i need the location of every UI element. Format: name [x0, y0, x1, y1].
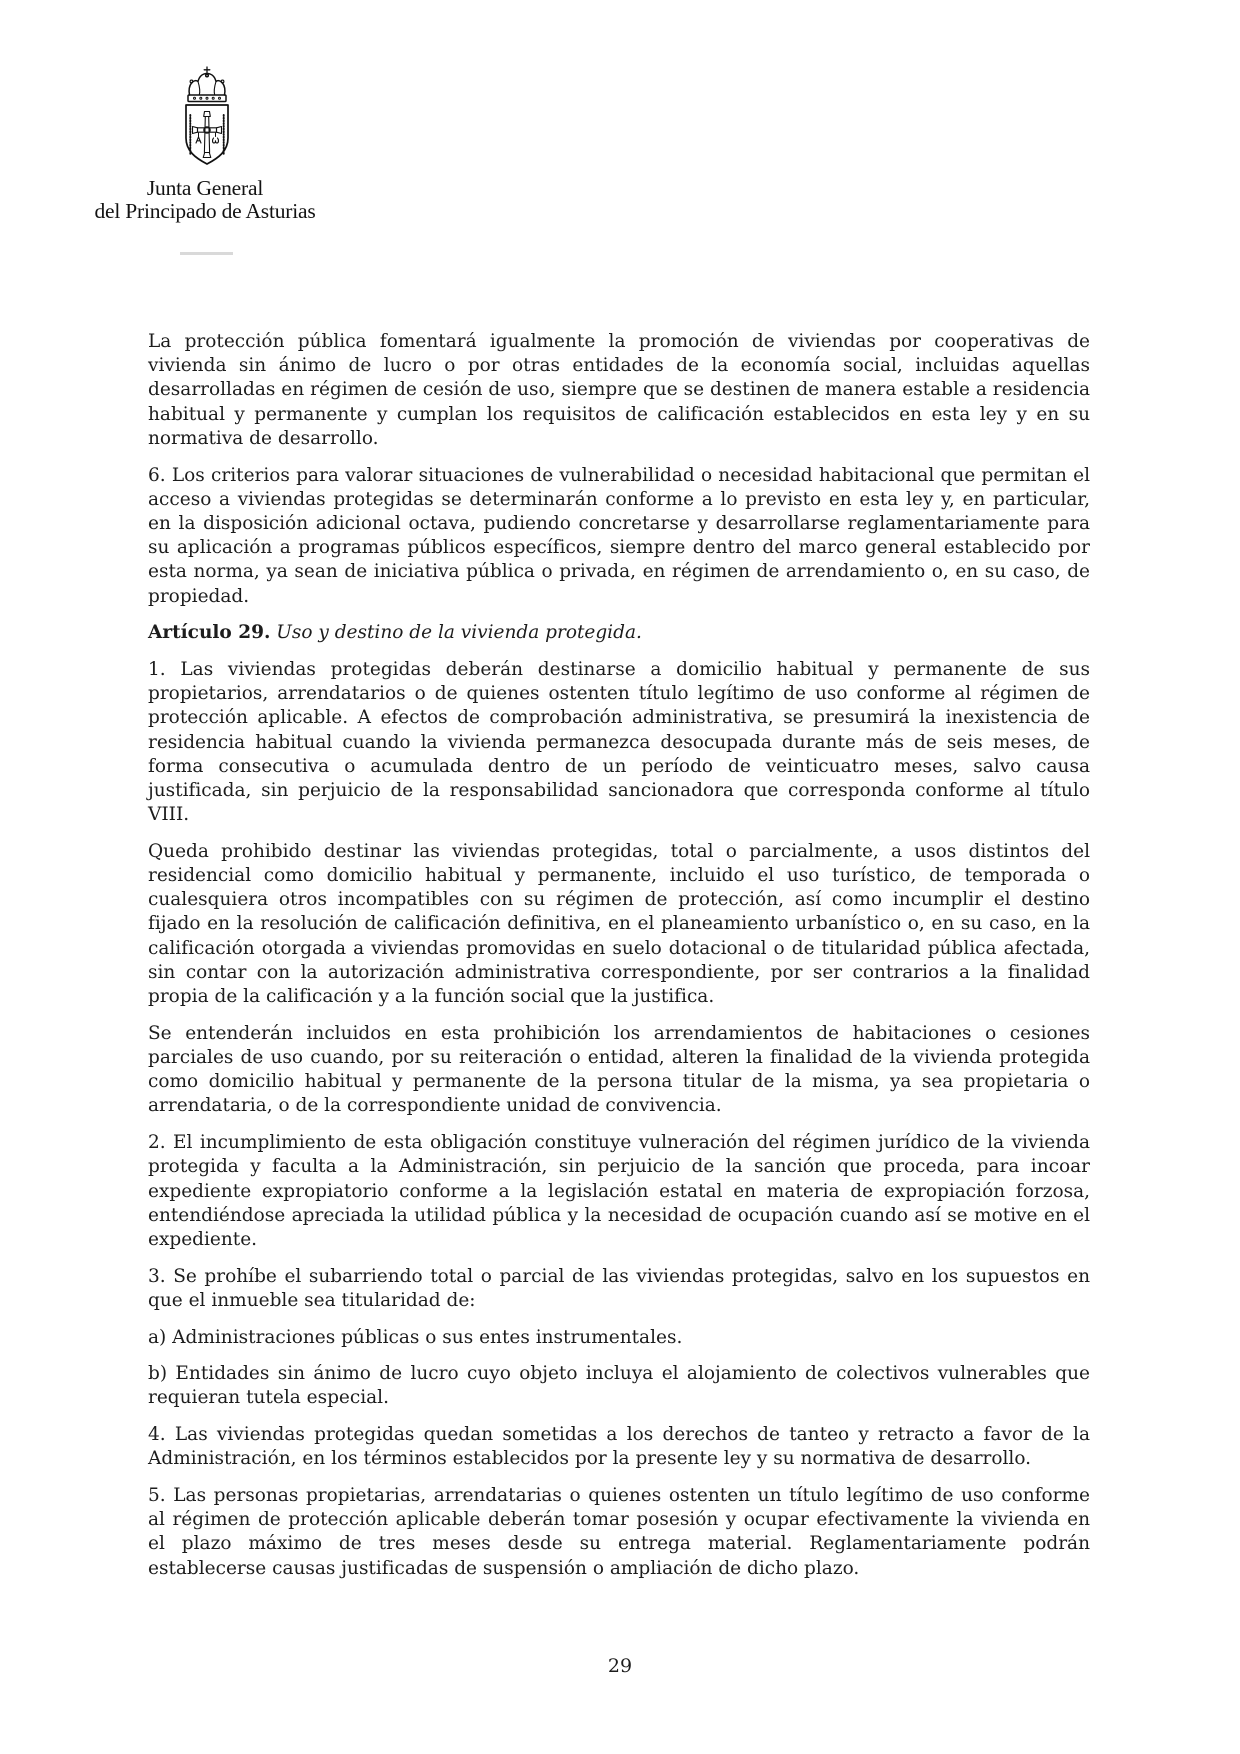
paragraph: 5. Las personas propietarias, arrendatarias o quienes ostenten un título legítimo de uso conforme al régimen de protección aplicable deberán tomar posesión y ocupar efectivamente la vivienda en el plazo máximo de tres meses desde su entrega material. Reglamentariamente podrán establecerse causas justificadas de suspensión o ampliación de dicho plazo. [148, 1485, 1090, 1579]
paragraph: Se entenderán incluidos en esta prohibición los arrendamientos de habitaciones o cesiones parciales de uso cuando, por su reiteración o entidad, alteren la finalidad de la vivienda protegida como domicilio habitual y permanente de la persona titular de la misma, ya sea propietaria o arrendataria, o de la correspondiente unidad de convivencia. [148, 1022, 1090, 1117]
org-name-line2: del Principado de Asturias [94, 199, 316, 223]
paragraph: 3. Se prohíbe el subarriendo total o parcial de las viviendas protegidas, salvo en los supuestos en que el inmueble sea titularidad de: [148, 1265, 1090, 1311]
article-title: Uso y destino de la vivienda protegida. [276, 622, 642, 644]
paragraph: Queda prohibido destinar las viviendas protegidas, total o parcialmente, a usos distintos del residencial como domicilio habitual y permanente, incluido el uso turístico, de temporada o cualesquiera otros incompatibles con su régimen de protección, así como incumplir el destino fijado en la resolución de calificación definitiva, en el planeamiento urbanístico o, en su caso, en la calificación otorgada a viviendas promovidas en suelo dotacional o de titularidad pública afectada, sin contar con la autorización administrativa correspondiente, por ser contrarios a la finalidad propia de la calificación y a la función social que la justifica. [148, 840, 1090, 1008]
document-body [148, 330, 1090, 1593]
paragraph: 6. Los criterios para valorar situaciones de vulnerabilidad o necesidad habitacional que permitan el acceso a viviendas protegidas se determinarán conforme a lo previsto en esta ley y, en particular, en la disposición adicional octava, pudiendo concretarse y desarrollarse reglamentariamente para su aplicación a programas públicos específicos, siempre dentro del marco general establecido por esta norma, ya sean de iniciativa pública o privada, en régimen de arrendamiento o, en su caso, de propiedad. [148, 464, 1090, 607]
paragraph: 2. El incumplimiento de esta obligación constituye vulneración del régimen jurídico de la vivienda protegida y faculta a la Administración, sin perjuicio de la sanción que proceda, para incoar expediente expropiatorio conforme a la legislación estatal en materia de expropiación forzosa, entendiéndose apreciada la utilidad pública y la necesidad de ocupación cuando así se motive en el expediente. [148, 1132, 1090, 1250]
paragraph: b) Entidades sin ánimo de lucro cuyo objeto incluya el alojamiento de colectivos vulnerables que requieran tutela especial. [148, 1363, 1090, 1409]
article-heading [148, 621, 1090, 645]
header-divider [180, 252, 233, 255]
asturias-coat-of-arms-icon [178, 64, 236, 172]
org-name-line1: Junta General [146, 176, 264, 200]
paragraph: La protección pública fomentará igualmente la promoción de viviendas por cooperativas de vivienda sin ánimo de lucro o por otras entidades de la economía social, incluidas aquellas desarrolladas en régimen de cesión de uso, siempre que se destinen de manera estable a residencia habitual y permanente y cumplan los requisitos de calificación establecidos en esta ley y en su normativa de desarrollo. [148, 331, 1090, 449]
page-number: 29 [607, 1655, 633, 1677]
article-number: Artículo 29. [148, 622, 271, 644]
paragraph: 4. Las viviendas protegidas quedan sometidas a los derechos de tanteo y retracto a favor de la Administración, en los términos establecidos por la presente ley y su normativa de desarrollo. [148, 1424, 1090, 1470]
org-name [55, 177, 355, 223]
paragraph: a) Administraciones públicas o sus entes instrumentales. [148, 1326, 683, 1348]
paragraph: 1. Las viviendas protegidas deberán destinarse a domicilio habitual y permanente de sus propietarios, arrendatarios o de quienes ostenten título legítimo de uso conforme al régimen de protección aplicable. A efectos de comprobación administrativa, se presumirá la inexistencia de residencia habitual cuando la vivienda permanezca desocupada durante más de seis meses, de forma consecutiva o acumulada dentro de un período de veinticuatro meses, salvo causa justificada, sin perjuicio de la responsabilidad sancionadora que corresponda conforme al título VIII. [148, 658, 1090, 826]
